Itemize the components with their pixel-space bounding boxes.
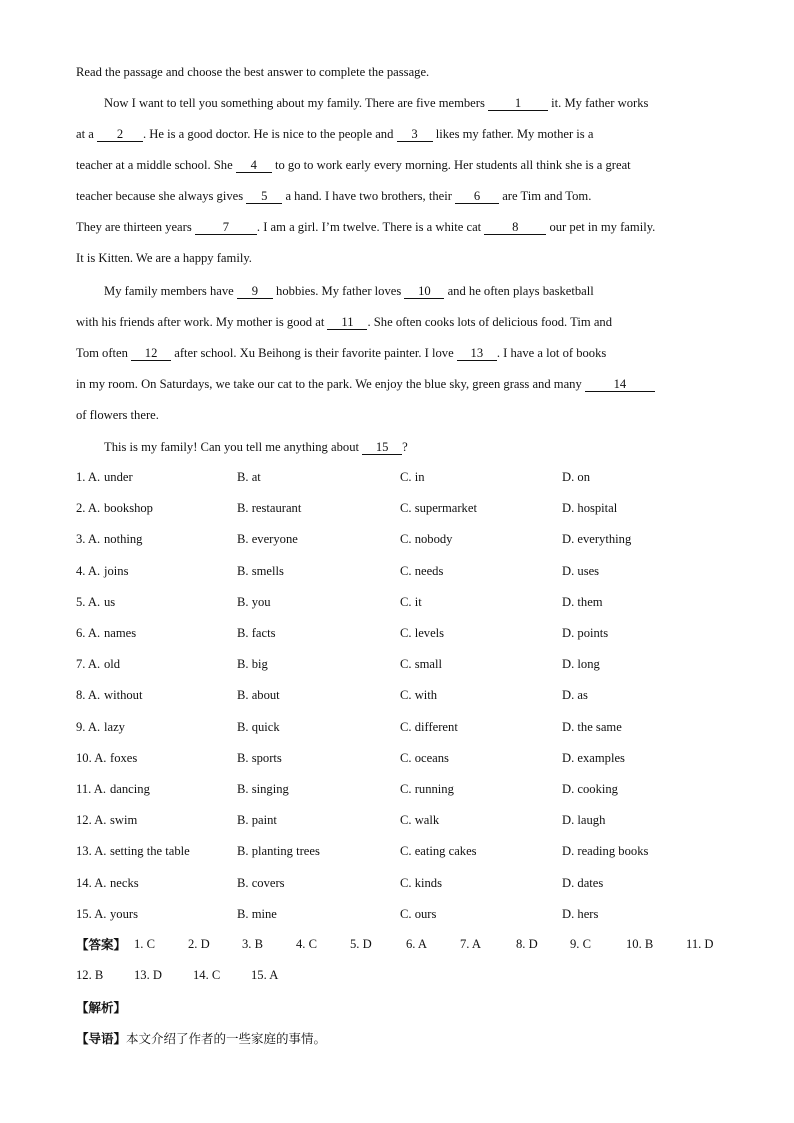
option-b: B. you [237, 595, 271, 609]
passage-text: it. My father works [548, 96, 649, 110]
passage-line [76, 126, 593, 142]
passage-text: of flowers there. [76, 408, 159, 422]
option-d: D. everything [562, 532, 632, 546]
option-b: B. singing [237, 782, 289, 796]
passage-text: to go to work early every morning. Her students all think she is a great [271, 158, 631, 172]
option-d: D. hers [562, 907, 599, 921]
option-d: D. cooking [562, 782, 618, 796]
option-d: D. as [562, 688, 588, 702]
passage-line [76, 250, 252, 266]
question-number: 7. A. [76, 657, 101, 671]
option-a: names [104, 626, 137, 640]
blank-8: 8 [484, 220, 546, 235]
blank-7: 7 [195, 220, 257, 235]
question-number: 14. A. [76, 876, 107, 890]
option-a: under [104, 470, 133, 484]
passage-line [76, 345, 606, 361]
option-c: C. supermarket [400, 501, 477, 515]
analysis-tag: 【解析】 [76, 1000, 127, 1015]
answer-item: 12. B [76, 968, 104, 982]
question-row [76, 657, 721, 673]
option-a: setting the table [110, 844, 190, 858]
option-d: D. laugh [562, 813, 606, 827]
question-number: 11. A. [76, 782, 106, 796]
option-d: D. long [562, 657, 600, 671]
option-a: old [104, 657, 121, 671]
passage-text: likes my father. My mother is a [432, 127, 594, 141]
option-a: without [104, 688, 143, 702]
option-b: B. paint [237, 813, 277, 827]
question-row [76, 876, 721, 892]
passage-text: My family members have [104, 284, 237, 298]
passage-text: It is Kitten. We are a happy family. [76, 251, 252, 265]
question-number: 1. A. [76, 470, 101, 484]
passage-line [76, 157, 631, 173]
answer-item: 7. A [460, 937, 481, 951]
option-d: D. examples [562, 751, 625, 765]
option-b: B. smells [237, 564, 284, 578]
instruction: Read the passage and choose the best answer to complete the passage. [76, 65, 430, 79]
answer-item: 4. C [296, 937, 317, 951]
answer-item: 3. B [242, 937, 263, 951]
option-a: yours [110, 907, 138, 921]
option-c: C. needs [400, 564, 444, 578]
option-a: necks [110, 876, 139, 890]
answer-item: 15. A [251, 968, 279, 982]
option-d: D. uses [562, 564, 600, 578]
question-number: 6. A. [76, 626, 101, 640]
passage-text: . I have a lot of books [496, 346, 607, 360]
option-b: B. big [237, 657, 268, 671]
question-number: 12. A. [76, 813, 107, 827]
passage-text: our pet in my family. [546, 220, 656, 234]
blank-1: 1 [488, 96, 548, 111]
blank-12: 12 [131, 346, 171, 361]
question-row [76, 595, 721, 611]
passage-text: They are thirteen years [76, 220, 195, 234]
guide-line [76, 1031, 326, 1047]
blank-6: 6 [455, 189, 499, 204]
blank-15: 15 [362, 440, 402, 455]
option-b: B. restaurant [237, 501, 302, 515]
question-number: 10. A. [76, 751, 107, 765]
passage-text: at a [76, 127, 97, 141]
option-a: dancing [110, 782, 150, 796]
option-a: nothing [104, 532, 143, 546]
option-c: C. levels [400, 626, 445, 640]
answer-tag: 【答案】 [76, 937, 127, 952]
answer-item: 5. D [350, 937, 372, 951]
option-d: D. hospital [562, 501, 618, 515]
answer-item: 8. D [516, 937, 538, 951]
option-c: C. it [400, 595, 422, 609]
passage-line [76, 188, 591, 204]
option-a: foxes [110, 751, 138, 765]
question-row [76, 782, 721, 798]
option-d: D. reading books [562, 844, 649, 858]
option-a: us [104, 595, 116, 609]
option-c: C. different [400, 720, 458, 734]
question-number: 8. A. [76, 688, 101, 702]
blank-5: 5 [246, 189, 282, 204]
passage-text: a hand. I have two brothers, their [282, 189, 456, 203]
question-row [76, 751, 721, 767]
option-c: C. running [400, 782, 454, 796]
answer-item: 2. D [188, 937, 210, 951]
answer-item: 14. C [193, 968, 221, 982]
passage-text: with his friends after work. My mother is good at [76, 315, 328, 329]
answer-item: 9. C [570, 937, 591, 951]
question-row [76, 907, 721, 923]
passage-text: are Tim and Tom. [499, 189, 592, 203]
option-b: B. planting trees [237, 844, 320, 858]
answer-item: 13. D [134, 968, 162, 982]
blank-4: 4 [236, 158, 272, 173]
option-d: D. on [562, 470, 590, 484]
blank-13: 13 [457, 346, 497, 361]
guide-tag: 【导语】 [76, 1031, 127, 1046]
question-row [76, 532, 721, 548]
option-c: C. in [400, 470, 425, 484]
answer-item: 6. A [406, 937, 427, 951]
option-c: C. walk [400, 813, 440, 827]
passage-text: . She often cooks lots of delicious food. Tim and [367, 315, 613, 329]
question-number: 9. A. [76, 720, 101, 734]
blank-2: 2 [97, 127, 143, 142]
option-d: D. dates [562, 876, 604, 890]
question-row [76, 501, 721, 517]
passage-text: This is my family! Can you tell me anything about [104, 440, 363, 454]
question-row [76, 688, 721, 704]
passage-line [104, 439, 408, 455]
option-d: D. the same [562, 720, 622, 734]
option-c: C. nobody [400, 532, 453, 546]
option-b: B. sports [237, 751, 282, 765]
passage-text: hobbies. My father loves [272, 284, 405, 298]
option-c: C. with [400, 688, 438, 702]
option-b: B. facts [237, 626, 276, 640]
answer-item: 1. C [134, 937, 155, 951]
option-c: C. kinds [400, 876, 442, 890]
question-row [76, 844, 721, 860]
passage-text: in my room. On Saturdays, we take our cat to the park. We enjoy the blue sky, green grass and many [76, 377, 585, 391]
option-a: lazy [104, 720, 125, 734]
question-row [76, 470, 721, 486]
option-b: B. everyone [237, 532, 298, 546]
question-row [76, 626, 721, 642]
blank-11: 11 [327, 315, 367, 330]
passage-text: . I am a girl. I’m twelve. There is a white cat [256, 220, 485, 234]
option-b: B. about [237, 688, 280, 702]
passage-text: Now I want to tell you something about my family. There are five members [104, 96, 489, 110]
passage-line [104, 283, 594, 299]
option-b: B. quick [237, 720, 280, 734]
question-row [76, 813, 721, 829]
analysis-label [76, 1000, 126, 1016]
blank-9: 9 [237, 284, 273, 299]
passage-line [76, 376, 655, 392]
passage-text: teacher because she always gives [76, 189, 247, 203]
passage-text: teacher at a middle school. She [76, 158, 236, 172]
option-a: swim [110, 813, 138, 827]
blank-14: 14 [585, 377, 655, 392]
passage-text: ? [402, 440, 408, 454]
question-number: 5. A. [76, 595, 101, 609]
passage-line [76, 407, 159, 423]
guide-text: 本文介绍了作者的一些家庭的事情。 [126, 1031, 327, 1046]
passage-text: after school. Xu Beihong is their favorite painter. I love [171, 346, 457, 360]
option-c: C. small [400, 657, 442, 671]
question-number: 13. A. [76, 844, 107, 858]
option-c: C. eating cakes [400, 844, 477, 858]
question-number: 15. A. [76, 907, 107, 921]
question-number: 3. A. [76, 532, 101, 546]
option-d: D. them [562, 595, 603, 609]
passage-line [76, 219, 655, 235]
answer-item: 11. D [686, 937, 714, 951]
answer-label [76, 937, 126, 953]
option-d: D. points [562, 626, 609, 640]
question-number: 4. A. [76, 564, 101, 578]
passage-text: and he often plays basketball [444, 284, 594, 298]
question-number: 2. A. [76, 501, 101, 515]
passage-text: . He is a good doctor. He is nice to the people and [142, 127, 397, 141]
blank-10: 10 [404, 284, 444, 299]
blank-3: 3 [397, 127, 433, 142]
option-c: C. ours [400, 907, 437, 921]
option-a: bookshop [104, 501, 153, 515]
option-b: B. mine [237, 907, 277, 921]
passage-line [76, 314, 612, 330]
option-b: B. covers [237, 876, 285, 890]
question-row [76, 720, 721, 736]
question-row [76, 564, 721, 580]
passage-text: Tom often [76, 346, 132, 360]
option-c: C. oceans [400, 751, 449, 765]
option-a: joins [104, 564, 129, 578]
answer-item: 10. B [626, 937, 654, 951]
passage-line [104, 95, 648, 111]
option-b: B. at [237, 470, 261, 484]
